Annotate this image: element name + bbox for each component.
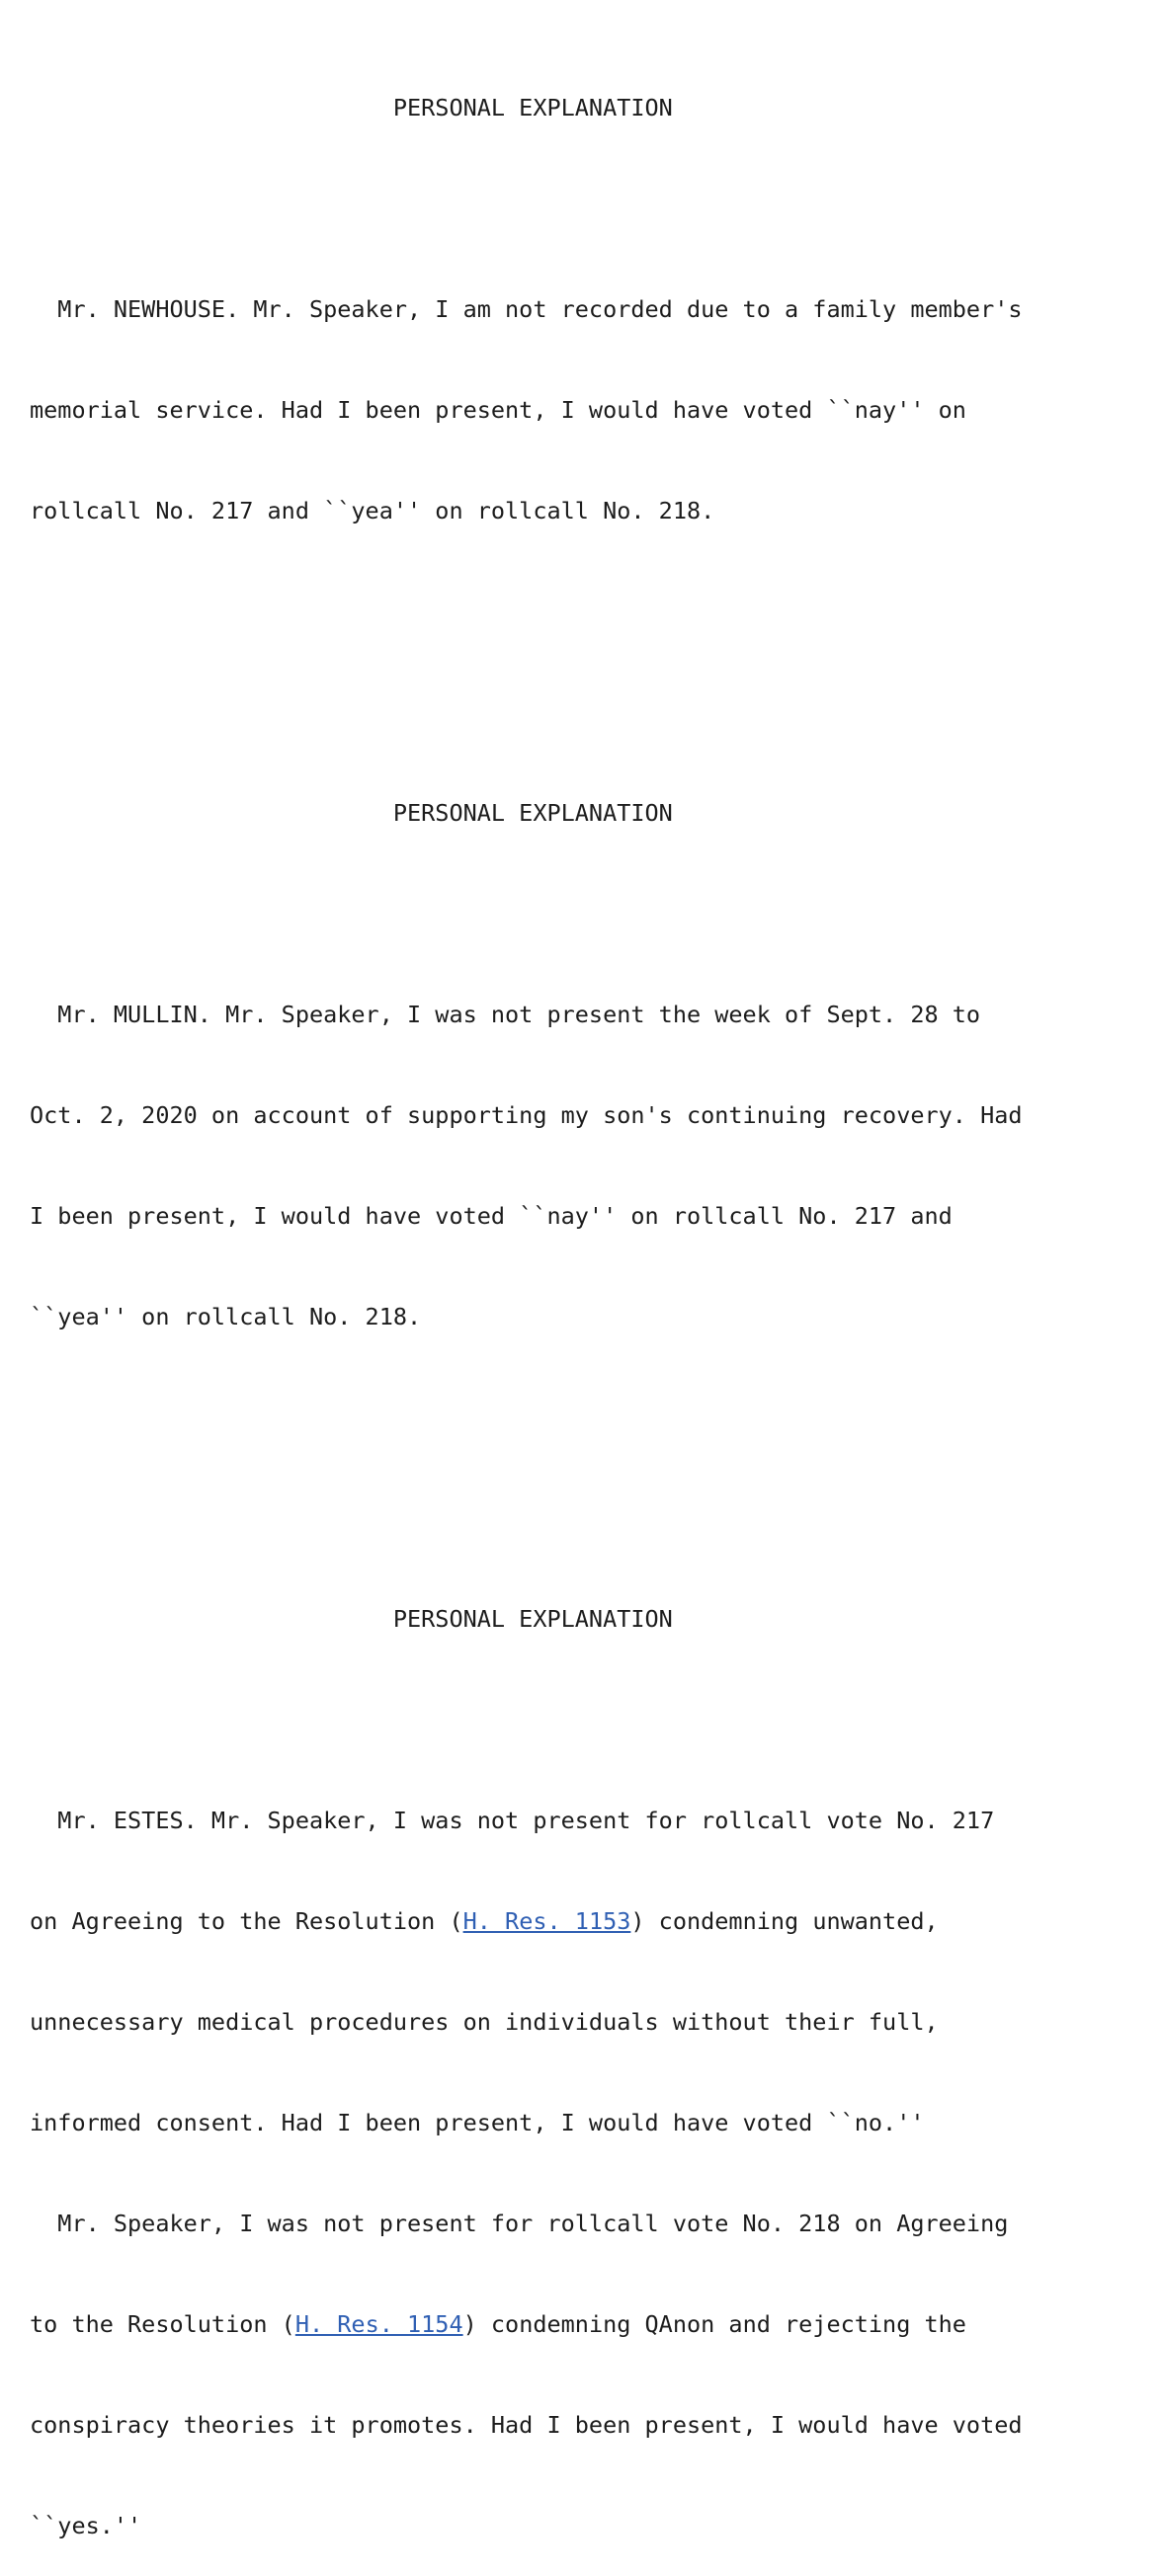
blank-line: [30, 695, 1023, 729]
estes-line-6-text: to the Resolution (: [30, 2310, 295, 2338]
estes-line-8: ``yes.'': [30, 2512, 142, 2539]
blank-line: [30, 1703, 1023, 1736]
newhouse-line-1: Mr. NEWHOUSE. Mr. Speaker, I am not recorded due to a family member's: [30, 295, 1023, 323]
blank-line: [30, 1501, 1023, 1535]
estes-line-1: Mr. ESTES. Mr. Speaker, I was not present for rollcall vote No. 217: [30, 1807, 995, 1834]
blank-line: [30, 595, 1023, 628]
estes-line-7: conspiracy theories it promotes. Had I been present, I would have voted: [30, 2411, 1023, 2439]
blank-line: [30, 1401, 1023, 1434]
estes-line-2-text: on Agreeing to the Resolution (: [30, 1907, 463, 1935]
h-res-1154-link[interactable]: H. Res. 1154: [294, 2310, 463, 2338]
mullin-line-1: Mr. MULLIN. Mr. Speaker, I was not present the week of Sept. 28 to: [30, 1001, 981, 1028]
blank-line: [30, 897, 1023, 930]
mullin-line-4: ``yea'' on rollcall No. 218.: [30, 1303, 422, 1330]
estes-line-5: Mr. Speaker, I was not present for rollcall vote No. 218 on Agreeing: [30, 2210, 1009, 2237]
section-heading-newhouse: PERSONAL EXPLANATION: [30, 94, 673, 121]
section-heading-mullin: PERSONAL EXPLANATION: [30, 799, 673, 827]
h-res-1153-link[interactable]: H. Res. 1153: [462, 1907, 631, 1935]
estes-line-4: informed consent. Had I been present, I would have voted ``no.'': [30, 2109, 925, 2136]
congressional-record-text: [30, 24, 1023, 2576]
estes-line-2: [30, 1904, 1023, 1938]
newhouse-line-2: memorial service. Had I been present, I would have voted ``nay'' on: [30, 396, 966, 424]
newhouse-line-3: rollcall No. 217 and ``yea'' on rollcall No. 218.: [30, 497, 715, 524]
estes-line-6-text-end: ) condemning QAnon and rejecting the: [462, 2310, 966, 2338]
estes-line-3: unnecessary medical procedures on individuals without their full,: [30, 2008, 939, 2036]
estes-line-2-text-end: ) condemning unwanted,: [630, 1907, 939, 1935]
mullin-line-3: I been present, I would have voted ``nay'' on rollcall No. 217 and: [30, 1202, 953, 1230]
estes-line-6: [30, 2307, 1023, 2341]
section-heading-estes: PERSONAL EXPLANATION: [30, 1605, 673, 1633]
blank-line: [30, 192, 1023, 225]
mullin-line-2: Oct. 2, 2020 on account of supporting my son's continuing recovery. Had: [30, 1101, 1023, 1129]
